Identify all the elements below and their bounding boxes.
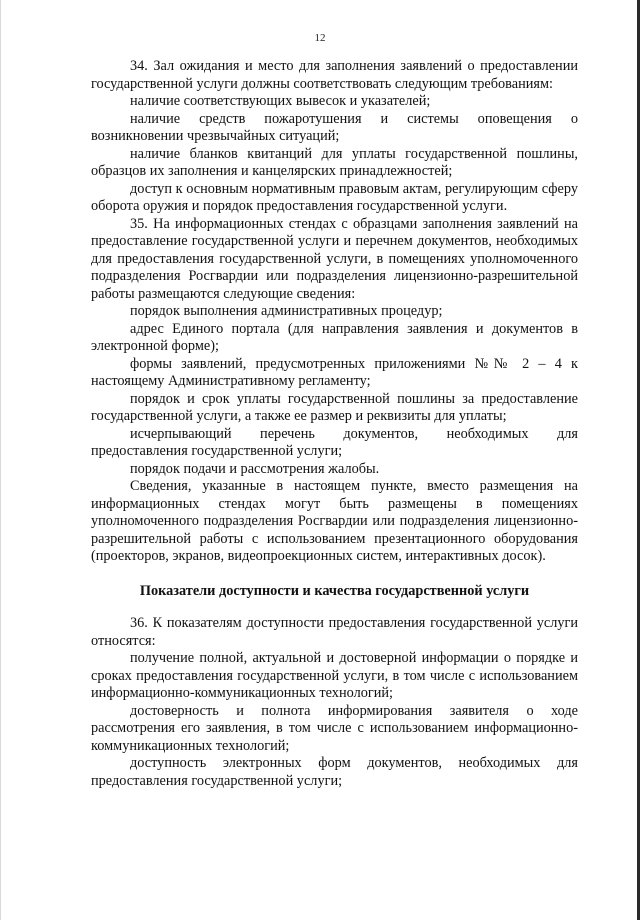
paragraph-34: 34. Зал ожидания и место для заполнения заявлений о предоставлении государственной услуги должны соответствовать следующим требованиям: bbox=[91, 58, 578, 92]
paragraph-reliability: достоверность и полнота информирования заявителя о ходе рассмотрения его заявления, в том числе с использованием информационно-коммуникационных технологий; bbox=[91, 702, 578, 754]
paragraph-presentation: Сведения, указанные в настоящем пункте, вместо размещения на информационных стендах могут быть размещены в помещениях уполномоченного подразделения Росгвардии или подразделения лицензионно-разрешительной работы с использованием презентационного оборудования (проекторов, экранов, видеопроекционных систем, интерактивных досок). bbox=[91, 478, 578, 564]
paragraph-fire-safety: наличие средств пожаротушения и системы оповещения о возникновении чрезвычайных ситуаций; bbox=[91, 110, 578, 144]
paragraph-document-list: исчерпывающий перечень документов, необходимых для предоставления государственной услуги; bbox=[91, 425, 578, 459]
paragraph-forms: наличие бланков квитанций для уплаты государственной пошлины, образцов их заполнения и канцелярских принадлежностей; bbox=[91, 145, 578, 179]
document-body bbox=[91, 58, 578, 790]
paragraph-application-forms: формы заявлений, предусмотренных приложениями №№ 2 – 4 к настоящему Административному регламенту; bbox=[91, 355, 578, 389]
paragraph-legal-access: доступ к основным нормативным правовым актам, регулирующим сферу оборота оружия и порядок предоставления государственной услуги. bbox=[91, 180, 578, 214]
page-number: 12 bbox=[314, 32, 326, 44]
paragraph-procedures: порядок выполнения административных процедур; bbox=[130, 303, 443, 319]
paragraph-electronic-forms: доступность электронных форм документов, необходимых для предоставления государственной услуги; bbox=[91, 755, 578, 789]
paragraph-complaints: порядок подачи и рассмотрения жалобы. bbox=[130, 460, 380, 477]
scan-edge-left bbox=[0, 0, 1, 920]
paragraph-fee-payment: порядок и срок уплаты государственной пошлины за предоставление государственной услуги, а также ее размер и реквизиты для уплаты; bbox=[91, 390, 578, 424]
paragraph-information: получение полной, актуальной и достоверной информации о порядке и сроках предоставления государственной услуги, в том числе с использованием информационно-коммуникационных технологий; bbox=[91, 650, 578, 701]
paragraph-signs: наличие соответствующих вывесок и указателей; bbox=[130, 93, 431, 109]
paragraph-portal-address: адрес Единого портала (для направления заявления и документов в электронной форме); bbox=[91, 320, 578, 354]
paragraph-36: 36. К показателям доступности предоставления государственной услуги относятся: bbox=[91, 615, 578, 649]
section-heading: Показатели доступности и качества государственной услуги bbox=[139, 582, 530, 599]
paragraph-35: 35. На информационных стендах с образцами заполнения заявлений на предоставление государственной услуги и перечнем документов, необходимых для предоставления государственной услуги, в помещениях уполномоченного подразделения Росгвардии или подразделения лицензионно-разрешительной работы размещаются следующие сведения: bbox=[91, 215, 578, 302]
